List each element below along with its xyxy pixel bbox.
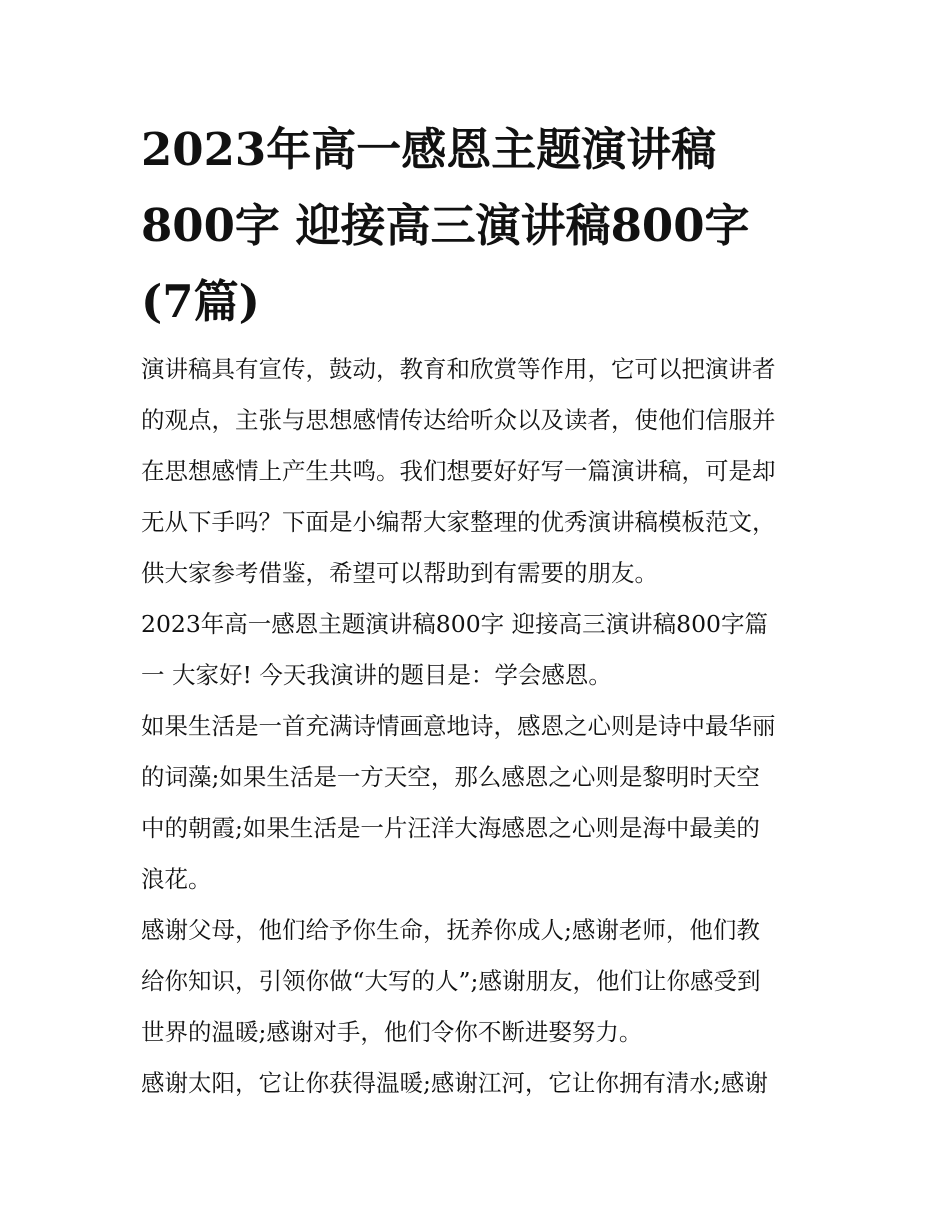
body-line: 无从下手吗？下面是小编帮大家整理的优秀演讲稿模板范文， <box>141 508 776 536</box>
body-line: 的词藻;如果生活是一方天空，那么感恩之心则是黎明时天空 <box>141 763 760 791</box>
title-line: 2023年高一感恩主题演讲稿 <box>141 123 717 176</box>
body-line: 中的朝霞;如果生活是一片汪洋大海感恩之心则是海中最美的 <box>141 814 760 842</box>
body-line: 的观点，主张与思想感情传达给听众以及读者，使他们信服并 <box>141 406 776 434</box>
body-line: 世界的温暖;感谢对手，他们令你不断进娶努力。 <box>141 1018 643 1046</box>
body-line: 在思想感情上产生共鸣。我们想要好好写一篇演讲稿，可是却 <box>141 457 776 485</box>
body-line: 如果生活是一首充满诗情画意地诗，感恩之心则是诗中最华丽 <box>141 712 776 740</box>
body-line: 一 大家好! 今天我演讲的题目是：学会感恩。 <box>141 661 612 689</box>
body-line: 感谢父母，他们给予你生命，抚养你成人;感谢老师，他们教 <box>141 916 760 944</box>
document-body <box>141 344 821 1109</box>
body-line: 供大家参考借鉴，希望可以帮助到有需要的朋友。 <box>141 559 658 587</box>
title-line: 800字 迎接高三演讲稿800字 <box>141 199 750 252</box>
body-line: 浪花。 <box>141 865 212 893</box>
title-line: (7篇) <box>141 275 260 328</box>
document-content <box>141 112 821 1109</box>
body-line: 给你知识，引领你做“大写的人”;感谢朋友，他们让你感受到 <box>141 967 761 995</box>
body-line: 演讲稿具有宣传，鼓动，教育和欣赏等作用，它可以把演讲者 <box>141 355 776 383</box>
body-line: 2023年高一感恩主题演讲稿800字 迎接高三演讲稿800字篇 <box>141 610 768 638</box>
document-title <box>141 112 821 340</box>
body-line: 感谢太阳，它让你获得温暖;感谢江河，它让你拥有清水;感谢 <box>141 1069 768 1097</box>
